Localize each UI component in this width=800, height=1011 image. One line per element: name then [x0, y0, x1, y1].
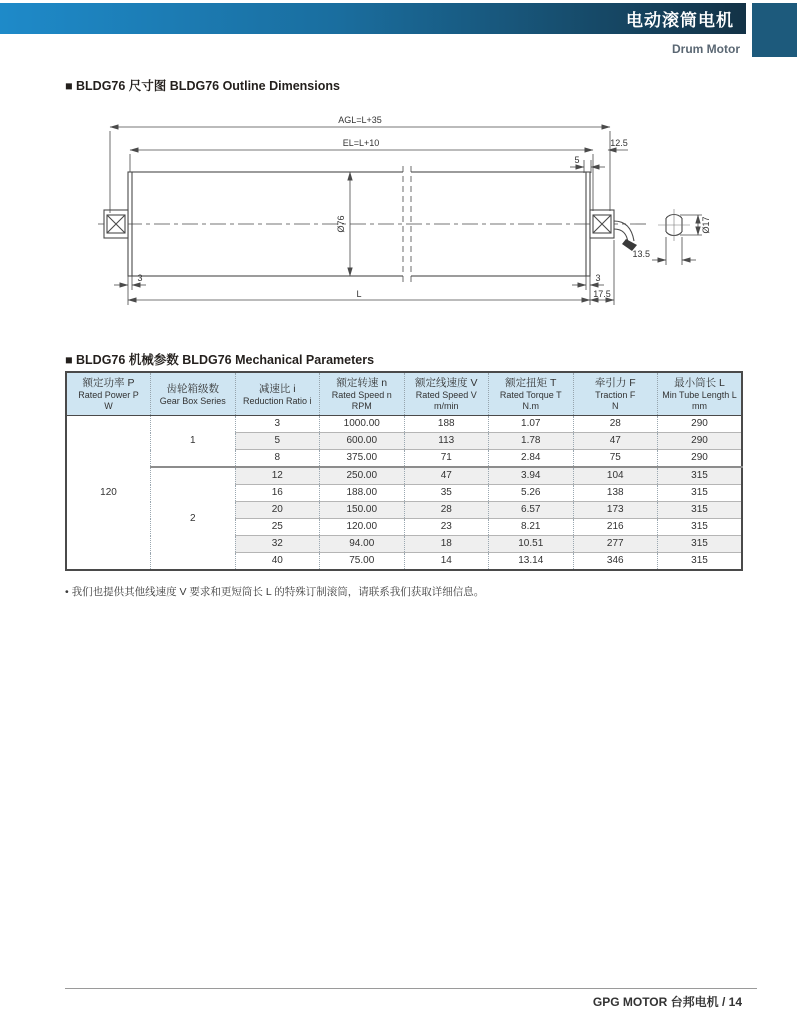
table-cell: 32 — [235, 536, 320, 553]
table-cell: 315 — [658, 519, 743, 536]
custom-order-note: • 我们也提供其他线速度 V 要求和更短筒长 L 的特殊订制滚筒，请联系我们获取详细信息。 — [65, 586, 485, 598]
column-header-line: 最小筒长 L — [674, 377, 725, 389]
table-cell: 3 — [235, 416, 320, 433]
table-cell: 315 — [658, 502, 743, 519]
table-cell: 3.94 — [489, 467, 574, 485]
table-cell: 25 — [235, 519, 320, 536]
column-header-line: Gear Box Series — [159, 395, 226, 406]
table-cell: 315 — [658, 536, 743, 553]
table-cell: 315 — [658, 485, 743, 502]
column-header-line: 齿轮箱级数 — [166, 382, 219, 395]
column-header — [66, 372, 151, 416]
table-body — [66, 416, 742, 571]
column-header-line: 额定线速度 V — [415, 377, 478, 389]
merged-cell: 1 — [151, 416, 236, 468]
table-cell: 13.14 — [489, 553, 574, 571]
table-cell: 2.84 — [489, 450, 574, 468]
column-header — [658, 372, 743, 416]
column-header-line: 额定功率 P — [82, 377, 135, 389]
table-cell: 47 — [573, 433, 658, 450]
table-cell: 188 — [404, 416, 489, 433]
column-header-line: mm — [692, 401, 707, 411]
column-header-line: 牵引力 F — [594, 377, 636, 389]
table-cell: 6.57 — [489, 502, 574, 519]
table-row — [66, 467, 742, 485]
merged-cell: 120 — [66, 416, 151, 571]
dim-label-5: 5 — [574, 155, 580, 165]
dim-label-3-left: 3 — [137, 273, 143, 283]
table-cell: 5.26 — [489, 485, 574, 502]
table-cell: 35 — [404, 485, 489, 502]
table-cell: 94.00 — [320, 536, 405, 553]
parameters-table — [65, 371, 743, 571]
dim-5-extensions — [584, 160, 591, 173]
table-cell: 173 — [573, 502, 658, 519]
table-cell: 40 — [235, 553, 320, 571]
table-cell: 16 — [235, 485, 320, 502]
outline-section-title: ■ BLDG76 尺寸图 BLDG76 Outline Dimensions — [65, 79, 340, 93]
table-cell: 23 — [404, 519, 489, 536]
table-cell: 250.00 — [320, 467, 405, 485]
column-header-line: N.m — [522, 401, 539, 411]
dim-label-17-5: 17.5 — [593, 289, 611, 299]
table-header — [66, 372, 742, 416]
table-cell: 600.00 — [320, 433, 405, 450]
page-title: 电动滚筒电机 — [626, 11, 734, 30]
header-accent-square — [752, 3, 797, 57]
dim-label-12-5: 12.5 — [610, 138, 628, 148]
column-header-line: W — [104, 401, 113, 411]
column-header — [235, 372, 320, 416]
dim-label-3-right: 3 — [595, 273, 601, 283]
column-header-line: RPM — [351, 401, 372, 411]
table-header-row — [66, 372, 742, 416]
table-cell: 290 — [658, 433, 743, 450]
table-cell: 277 — [573, 536, 658, 553]
column-header — [573, 372, 658, 416]
table-cell: 47 — [404, 467, 489, 485]
column-header — [320, 372, 405, 416]
column-header-line: Traction F — [595, 390, 636, 400]
table-cell: 1.78 — [489, 433, 574, 450]
dim-3-extensions — [128, 276, 590, 290]
column-header-line: 额定扭矩 T — [505, 377, 557, 389]
footer-divider — [65, 988, 757, 989]
table-cell: 75.00 — [320, 553, 405, 571]
table-cell: 5 — [235, 433, 320, 450]
column-header-line: Rated Torque T — [499, 390, 562, 400]
table-cell: 1.07 — [489, 416, 574, 433]
dim-13-5-extensions — [666, 237, 682, 265]
column-header — [489, 372, 574, 416]
column-header-line: N — [612, 401, 619, 411]
dim-label-tube-diameter: Ø76 — [336, 215, 346, 233]
table-cell: 71 — [404, 450, 489, 468]
column-header-line: Rated Power P — [78, 390, 139, 400]
table-cell: 75 — [573, 450, 658, 468]
column-header-line: Min Tube Length L — [662, 390, 737, 400]
column-header-line: Rated Speed n — [331, 390, 392, 400]
column-header — [151, 372, 236, 416]
dim-label-shaft-diameter: Ø17 — [701, 216, 711, 234]
table-cell: 12 — [235, 467, 320, 485]
table-cell: 290 — [658, 450, 743, 468]
column-header-line: 减速比 i — [258, 382, 296, 395]
table-cell: 1000.00 — [320, 416, 405, 433]
table-cell: 188.00 — [320, 485, 405, 502]
dim-label-13-5: 13.5 — [632, 249, 650, 259]
table-cell: 10.51 — [489, 536, 574, 553]
drum-outline-drawing — [70, 100, 760, 320]
table-cell: 315 — [658, 467, 743, 485]
table-cell: 120.00 — [320, 519, 405, 536]
dim-label-el: EL=L+10 — [342, 138, 380, 148]
column-header-line: 额定转速 n — [336, 377, 388, 389]
column-header-line: m/min — [434, 401, 459, 411]
table-cell: 113 — [404, 433, 489, 450]
dim-label-agl: AGL=L+35 — [338, 115, 382, 125]
table-cell: 8.21 — [489, 519, 574, 536]
page-subtitle: Drum Motor — [672, 42, 740, 56]
table-cell: 18 — [404, 536, 489, 553]
table-cell: 315 — [658, 553, 743, 571]
table-cell: 216 — [573, 519, 658, 536]
footer-page-label: GPG MOTOR 台邦电机 / 14 — [592, 995, 742, 1009]
column-header-line: Reduction Ratio i — [242, 395, 312, 406]
table-cell: 150.00 — [320, 502, 405, 519]
table-cell: 28 — [573, 416, 658, 433]
merged-cell: 2 — [151, 467, 236, 570]
column-header-line: Rated Speed V — [415, 390, 477, 400]
table-cell: 375.00 — [320, 450, 405, 468]
dim-label-length: L — [356, 289, 362, 299]
table-row — [66, 416, 742, 433]
table-cell: 290 — [658, 416, 743, 433]
table-cell: 28 — [404, 502, 489, 519]
table-cell: 20 — [235, 502, 320, 519]
table-cell: 8 — [235, 450, 320, 468]
table-cell: 14 — [404, 553, 489, 571]
table-cell: 104 — [573, 467, 658, 485]
header-banner — [0, 3, 746, 34]
table-cell: 138 — [573, 485, 658, 502]
parameters-section-title: ■ BLDG76 机械参数 BLDG76 Mechanical Parameters — [65, 353, 375, 367]
column-header — [404, 372, 489, 416]
table-cell: 346 — [573, 553, 658, 571]
